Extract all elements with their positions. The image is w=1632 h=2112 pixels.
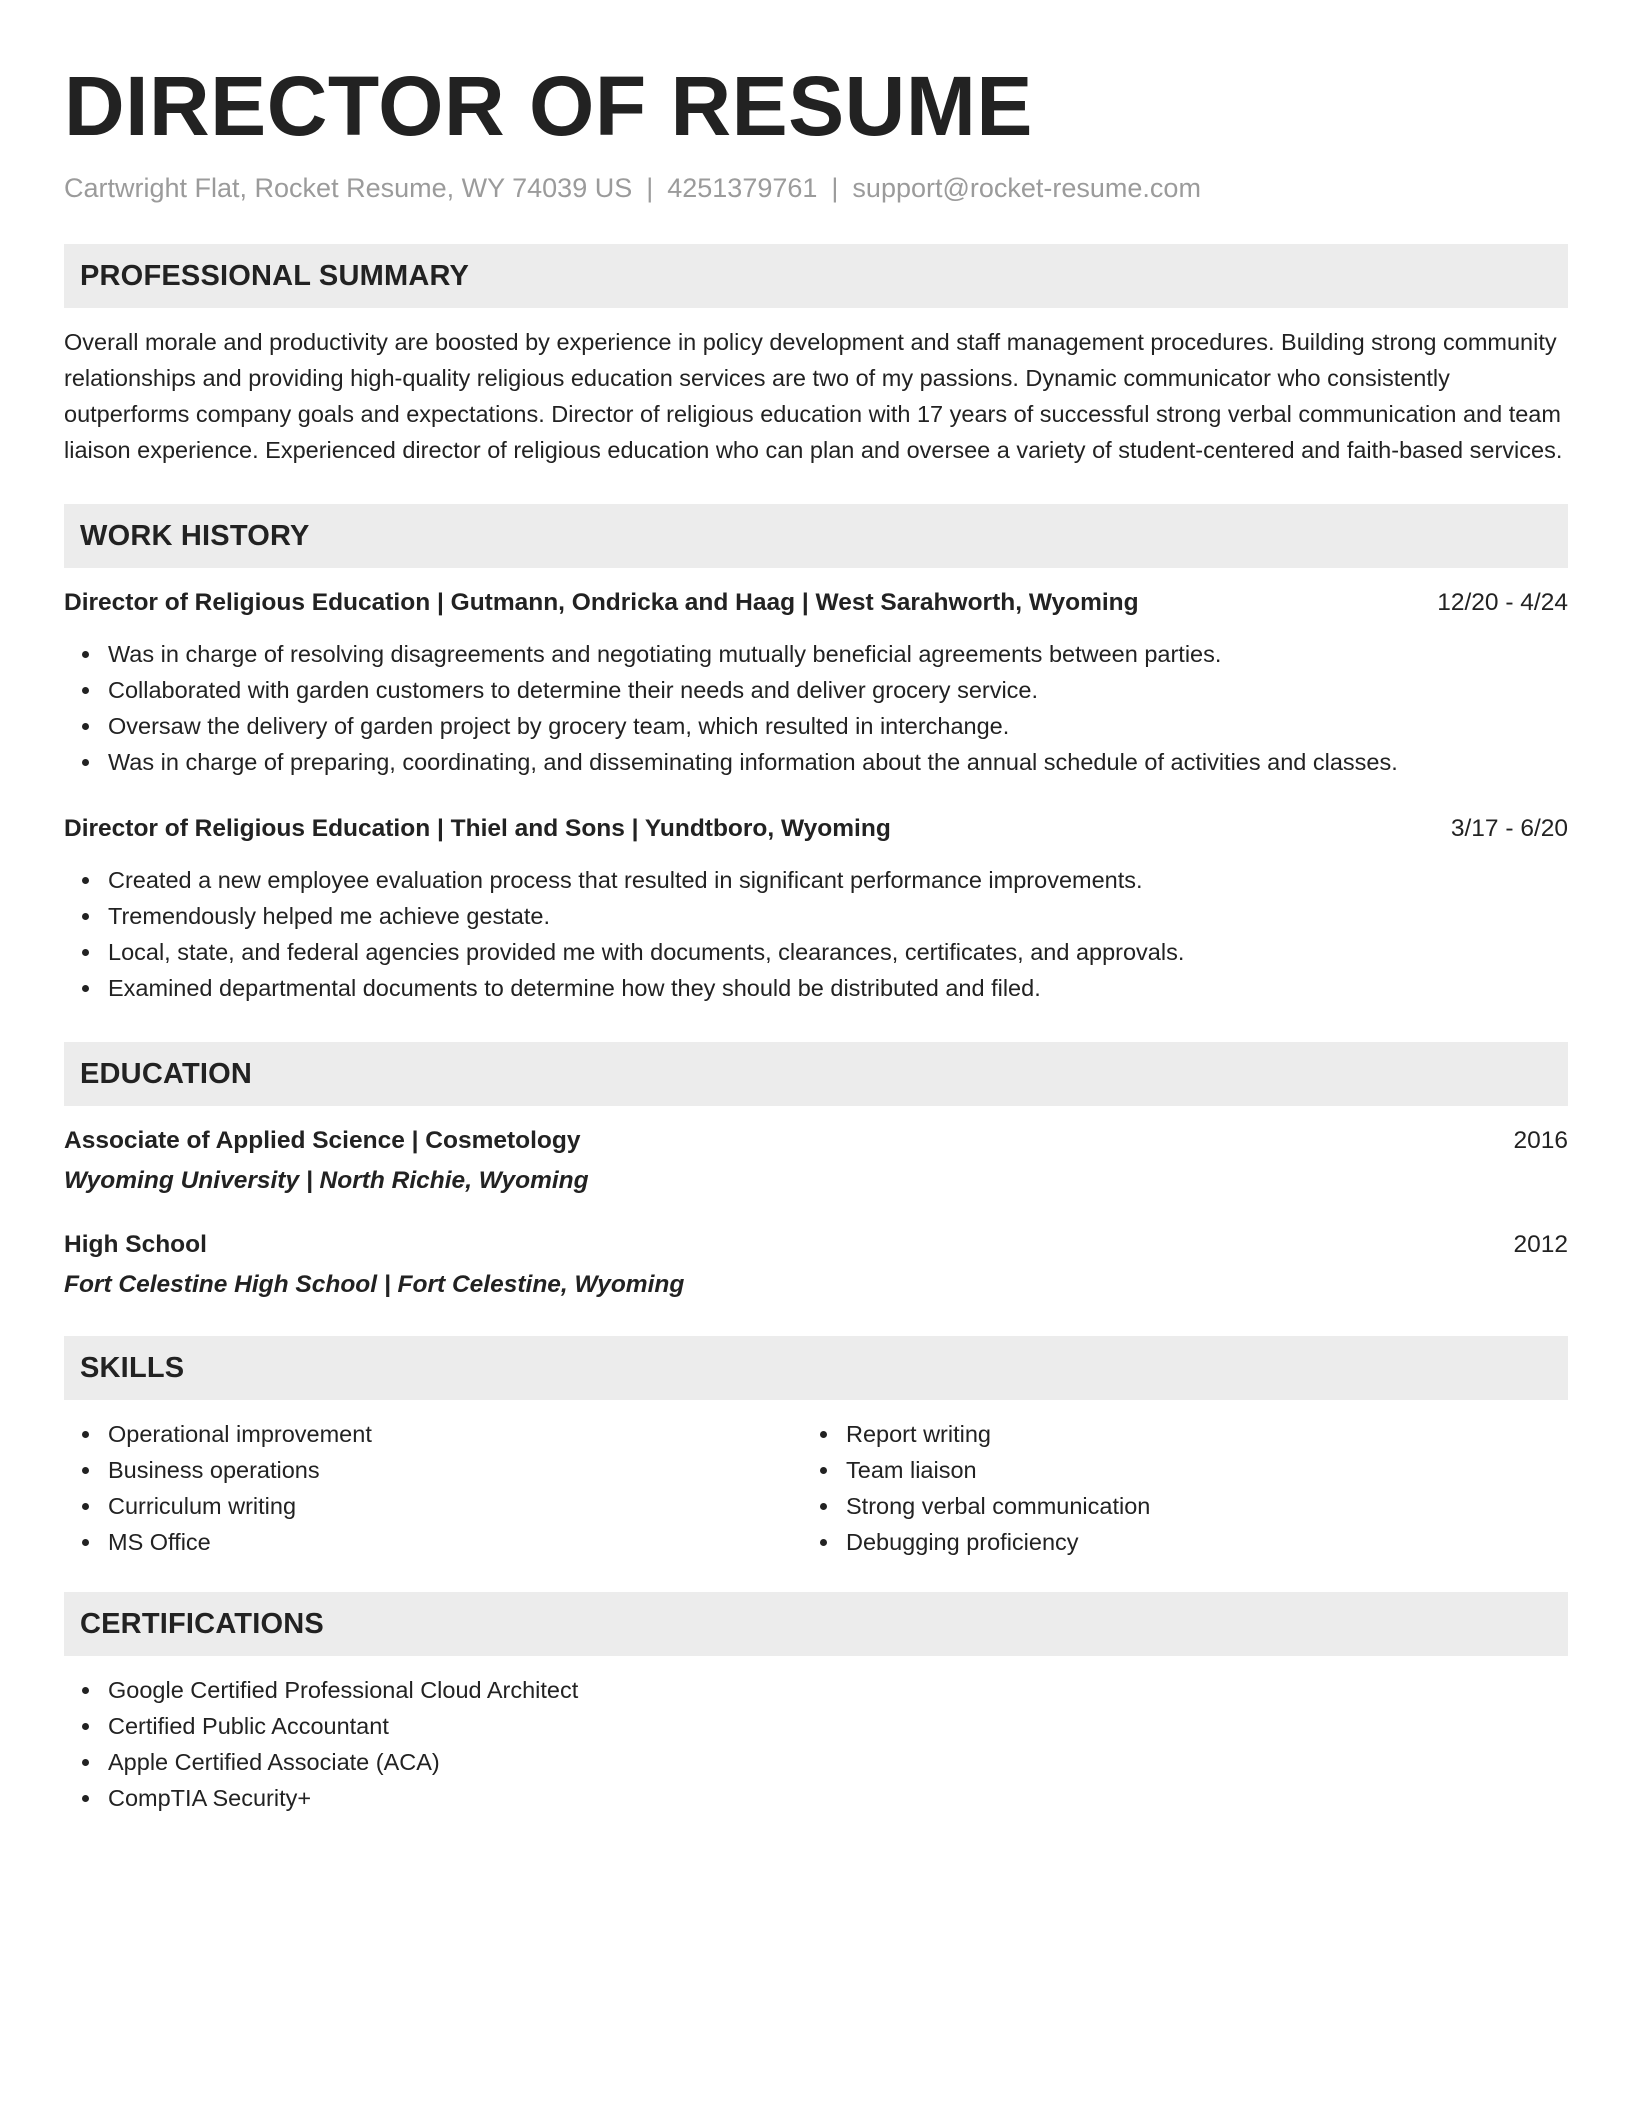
list-item: Debugging proficiency xyxy=(802,1524,1540,1560)
education-year: 2016 xyxy=(1513,1127,1568,1154)
job-dates: 3/17 - 6/20 xyxy=(1450,815,1568,842)
job-bullets xyxy=(64,862,1568,1006)
contact-phone: 4251379761 xyxy=(667,173,818,203)
job-title: Director of Religious Education | Gutmann, Ondricka and Haag | West Sarahworth, Wyoming xyxy=(64,589,1139,616)
resume-header xyxy=(64,56,1568,206)
education-degree: Associate of Applied Science | Cosmetology xyxy=(64,1127,581,1154)
summary-text: Overall morale and productivity are boosted by experience in policy development and staff management procedures. Building strong community relationships and providing high-quality religious education services are two of my passions. Dynamic communicator who consistently outperforms company goals and expectations. Director of religious education with 17 years of successful strong verbal communication and team liaison experience. Experienced director of religious education who can plan and oversee a variety of student-centered and faith-based services. xyxy=(64,329,1563,463)
list-item: Report writing xyxy=(802,1416,1540,1452)
candidate-name: DIRECTOR OF RESUME xyxy=(64,59,1033,153)
job-entry xyxy=(64,586,1568,780)
list-item: MS Office xyxy=(64,1524,802,1560)
job-title: Director of Religious Education | Thiel and Sons | Yundtboro, Wyoming xyxy=(64,815,891,842)
education-year: 2012 xyxy=(1513,1231,1568,1258)
summary-section xyxy=(64,244,1568,468)
education-school: Fort Celestine High School | Fort Celestine, Wyoming xyxy=(64,1271,685,1298)
job-header xyxy=(64,812,1568,846)
education-header xyxy=(64,1228,1568,1262)
list-item: Examined departmental documents to determine how they should be distributed and filed. xyxy=(64,970,1568,1006)
contact-line xyxy=(64,170,1568,206)
contact-address: Cartwright Flat, Rocket Resume, WY 74039 US xyxy=(64,173,633,203)
job-dates: 12/20 - 4/24 xyxy=(1437,589,1568,616)
list-item: Business operations xyxy=(64,1452,802,1488)
skills-heading: SKILLS xyxy=(64,1336,1568,1400)
summary-heading: PROFESSIONAL SUMMARY xyxy=(64,244,1568,308)
list-item: Was in charge of preparing, coordinating, and disseminating information about the annual schedule of activities and classes. xyxy=(64,744,1568,780)
skills-column-left xyxy=(64,1416,802,1560)
education-entry xyxy=(64,1124,1568,1198)
job-entry xyxy=(64,812,1568,1006)
education-school: Wyoming University | North Richie, Wyoming xyxy=(64,1167,589,1194)
list-item: Operational improvement xyxy=(64,1416,802,1452)
certifications-list xyxy=(64,1672,1568,1816)
contact-separator: | xyxy=(831,173,839,203)
skills-column-right xyxy=(802,1416,1540,1560)
certifications-heading: CERTIFICATIONS xyxy=(64,1592,1568,1656)
contact-separator: | xyxy=(646,173,654,203)
list-item: Curriculum writing xyxy=(64,1488,802,1524)
education-heading: EDUCATION xyxy=(64,1042,1568,1106)
education-entry xyxy=(64,1228,1568,1302)
list-item: Local, state, and federal agencies provided me with documents, clearances, certificates, and approvals. xyxy=(64,934,1568,970)
list-item: Was in charge of resolving disagreements and negotiating mutually beneficial agreements between parties. xyxy=(64,636,1568,672)
education-degree: High School xyxy=(64,1231,207,1258)
list-item: Strong verbal communication xyxy=(802,1488,1540,1524)
list-item: Tremendously helped me achieve gestate. xyxy=(64,898,1568,934)
list-item: Certified Public Accountant xyxy=(64,1708,1568,1744)
list-item: Oversaw the delivery of garden project by grocery team, which resulted in interchange. xyxy=(64,708,1568,744)
contact-email: support@rocket-resume.com xyxy=(852,173,1201,203)
job-header xyxy=(64,586,1568,620)
list-item: Google Certified Professional Cloud Architect xyxy=(64,1672,1568,1708)
job-bullets xyxy=(64,636,1568,780)
list-item: Created a new employee evaluation process that resulted in significant performance improvements. xyxy=(64,862,1568,898)
list-item: CompTIA Security+ xyxy=(64,1780,1568,1816)
work-history-section xyxy=(64,504,1568,1006)
skills-section xyxy=(64,1336,1568,1560)
education-section xyxy=(64,1042,1568,1302)
education-header xyxy=(64,1124,1568,1158)
list-item: Team liaison xyxy=(802,1452,1540,1488)
list-item: Collaborated with garden customers to determine their needs and deliver grocery service. xyxy=(64,672,1568,708)
certifications-section xyxy=(64,1592,1568,1816)
skills-grid xyxy=(64,1416,1568,1560)
work-history-heading: WORK HISTORY xyxy=(64,504,1568,568)
list-item: Apple Certified Associate (ACA) xyxy=(64,1744,1568,1780)
